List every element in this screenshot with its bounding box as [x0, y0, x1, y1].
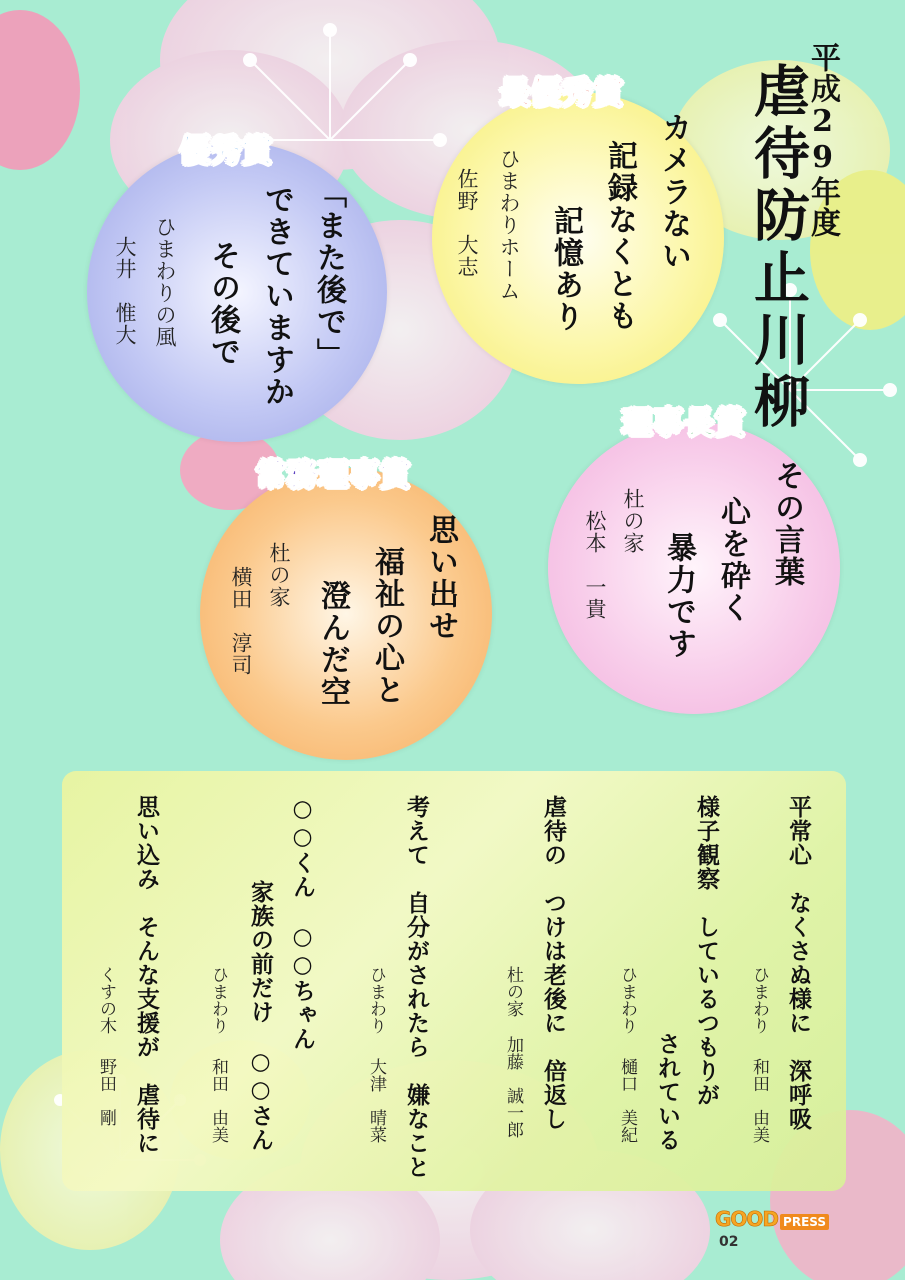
senryu-line: 思い込み そんな支援が 虐待に	[133, 795, 160, 1155]
poem-line: その言葉	[769, 460, 804, 588]
senryu-line: 平常心 なくさぬ様に 深呼吸	[785, 795, 812, 1131]
award-title-director: 常務理事賞	[256, 458, 411, 493]
poem-line: その後で	[205, 240, 240, 368]
poem-line: カメラない	[656, 112, 691, 272]
senryu-author-group: くすの木	[96, 966, 116, 1034]
senryu-author-group: 杜の家	[503, 966, 523, 1017]
poem-line: 記録なくとも	[602, 140, 637, 332]
other-entries-panel	[62, 771, 846, 1191]
senryu-author-name: 野田 剛	[96, 1058, 116, 1126]
page-number: 02	[719, 1234, 739, 1250]
award-title-grand: 最優秀賞	[500, 76, 624, 111]
page-title: 虐待防止川柳	[745, 62, 811, 434]
senryu-line: されている	[654, 1032, 681, 1152]
poem-author-name: 佐野 大志	[455, 168, 479, 278]
senryu-author-name: 和田 由美	[749, 1058, 769, 1143]
poem-line: 福祉の心と	[369, 546, 404, 706]
poem-author-group: 杜の家	[267, 542, 291, 608]
senryu-line: 様子観察 しているつもりが	[693, 795, 720, 1107]
senryu-author-name: 大津 晴菜	[366, 1058, 386, 1143]
senryu-line: ○○くん ○○ちゃん	[289, 795, 316, 1051]
senryu-author-name: 樋口 美紀	[617, 1058, 637, 1143]
poem-author-name: 大井 惟大	[113, 236, 137, 346]
good-press-logo	[715, 1207, 845, 1250]
senryu-line: 考えて 自分がされたら 嫌なこと	[403, 795, 430, 1179]
logo-good: GOOD	[715, 1207, 779, 1231]
poem-author-name: 松本 一貴	[583, 510, 607, 620]
poem-line: 心を砕く	[715, 496, 750, 624]
poem-line: 「また後で」	[311, 178, 346, 370]
poem-line: 思い出せ	[423, 514, 458, 642]
senryu-author-group: ひまわり	[749, 966, 769, 1034]
award-title-excellence: 優秀賞	[180, 134, 273, 169]
poem-author-group: ひまわりホーム	[497, 148, 521, 302]
senryu-author-name: 和田 由美	[208, 1058, 228, 1143]
senryu-author-name: 加藤 誠一郎	[503, 1036, 523, 1138]
title-year: 平成29年度	[805, 42, 840, 238]
poem-line: 暴力です	[661, 532, 696, 660]
senryu-line: 虐待の つけは老後に 倍返し	[540, 795, 567, 1131]
senryu-line: 家族の前だけ ○○さん	[247, 880, 274, 1152]
poem-author-group: ひまわりの風	[153, 216, 177, 348]
poem-line: 澄んだ空	[315, 580, 350, 708]
poem-author-group: 杜の家	[621, 488, 645, 554]
senryu-author-group: ひまわり	[617, 966, 637, 1034]
senryu-author-group: ひまわり	[208, 966, 228, 1034]
poem-line: 記憶あり	[548, 205, 583, 333]
award-title-chairman: 理事長賞	[622, 406, 746, 441]
senryu-author-group: ひまわり	[366, 966, 386, 1034]
poem-author-name: 横田 淳司	[229, 566, 253, 676]
logo-press: PRESS	[780, 1214, 829, 1230]
poem-line: できていますか	[259, 184, 294, 408]
